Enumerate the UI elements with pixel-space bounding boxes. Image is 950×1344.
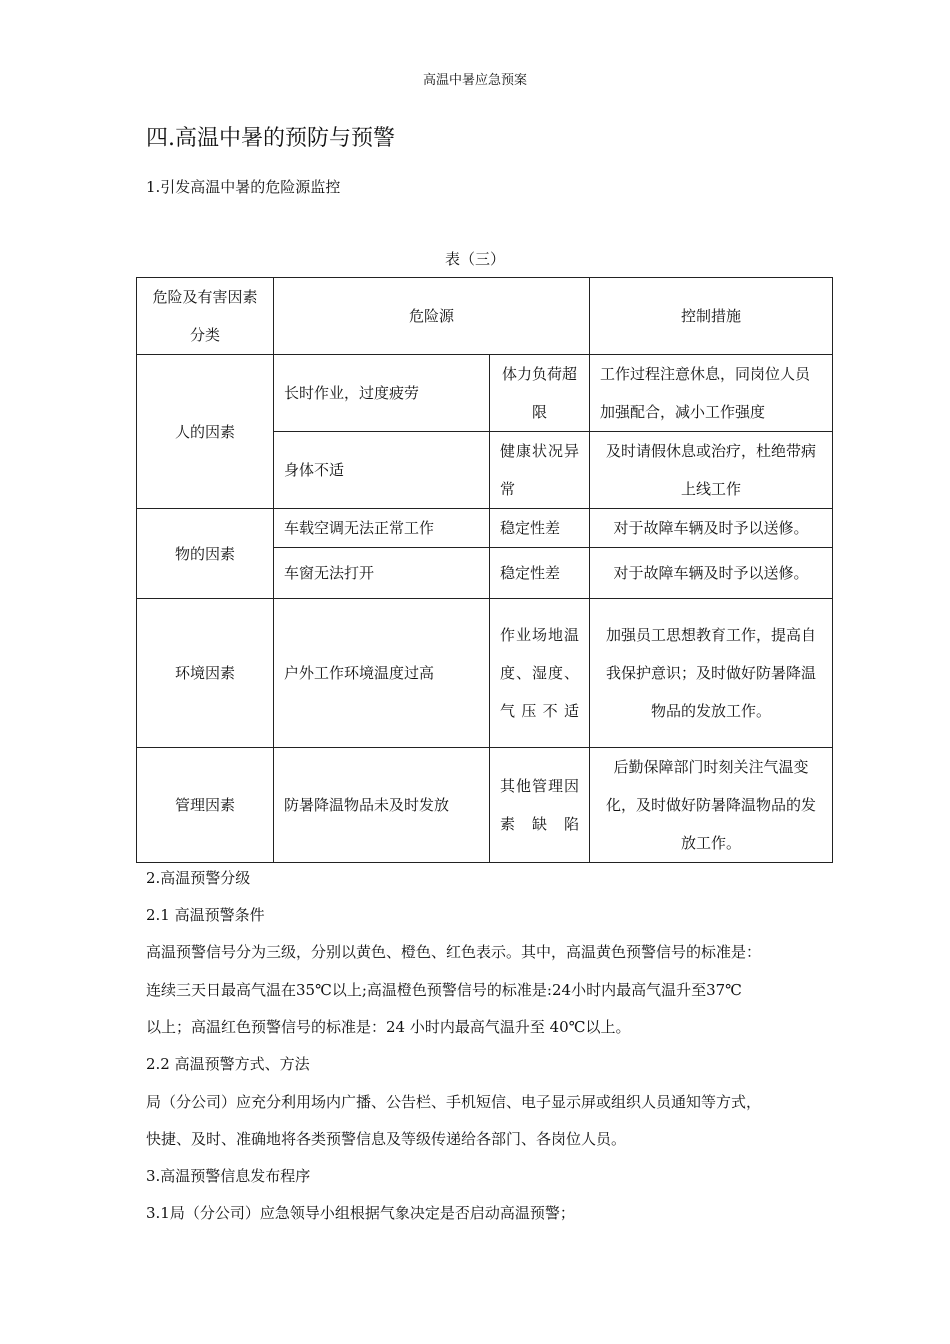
heading-release-procedure: 3.高温预警信息发布程序 [146,1167,311,1185]
control-measure-cell: 加强员工思想教育工作，提高自我保护意识；及时做好防暑降温物品的发放工作。 [590,599,833,748]
hazard-source-cell: 身体不适 [274,432,490,509]
category-cell: 物的因素 [137,509,274,599]
table-row [137,748,833,863]
header-control-measures: 控制措施 [590,278,833,355]
paragraph-line: 快捷、及时、准确地将各类预警信息及等级传递给各部门、各岗位人员。 [146,1130,627,1148]
category-cell: 环境因素 [137,599,274,748]
control-measure-cell: 工作过程注意休息，同岗位人员加强配合，减小工作强度 [590,355,833,432]
hazard-source-cell: 车窗无法打开 [274,548,490,599]
table-row [137,509,833,548]
hazard-source-cell: 长时作业，过度疲劳 [274,355,490,432]
header-hazard-source: 危险源 [274,278,590,355]
hazard-type-cell: 作业场地温度、湿度、气压不适 [490,599,590,748]
control-measure-cell: 对于故障车辆及时予以送修。 [590,548,833,599]
hazard-type-cell: 健康状况异常 [490,432,590,509]
hazard-type-cell: 稳定性差 [490,548,590,599]
control-measure-cell: 及时请假休息或治疗，杜绝带病上线工作 [590,432,833,509]
hazard-source-cell: 车载空调无法正常工作 [274,509,490,548]
table-header-row [137,278,833,355]
hazard-source-cell: 防暑降温物品未及时发放 [274,748,490,863]
hazard-table [136,277,833,863]
hazard-type-cell: 体力负荷超限 [490,355,590,432]
control-measure-cell: 后勤保障部门时刻关注气温变化，及时做好防暑降温物品的发放工作。 [590,748,833,863]
heading-warning-levels: 2.高温预警分级 [146,869,251,887]
heading-warning-conditions: 2.1 高温预警条件 [146,906,265,924]
header-category: 危险及有害因素分类 [137,278,274,355]
paragraph-line: 局（分公司）应充分利用场内广播、公告栏、手机短信、电子显示屏或组织人员通知等方式， [146,1093,762,1111]
section-heading: 四.高温中暑的预防与预警 [146,126,395,151]
paragraph-line: 高温预警信号分为三级，分别以黄色、橙色、红色表示。其中，高温黄色预警信号的标准是： [146,943,762,961]
hazard-source-cell: 户外工作环境温度过高 [274,599,490,748]
paragraph-line: 以上；高温红色预警信号的标准是：24 小时内最高气温升至 40℃以上。 [146,1018,631,1036]
paragraph-line: 连续三天日最高气温在35℃以上;高温橙色预警信号的标准是:24小时内最高气温升至37℃ [146,981,742,999]
category-cell: 管理因素 [137,748,274,863]
table-row [137,355,833,432]
category-cell: 人的因素 [137,355,274,509]
hazard-type-cell: 稳定性差 [490,509,590,548]
page-header-title: 高温中暑应急预案 [422,73,527,88]
hazard-type-cell: 其他管理因素缺陷 [490,748,590,863]
table-caption: 表（三） [444,250,505,268]
heading-warning-methods: 2.2 高温预警方式、方法 [146,1055,310,1073]
control-measure-cell: 对于故障车辆及时予以送修。 [590,509,833,548]
table-row [137,599,833,748]
subsection-heading-1: 1.引发高温中暑的危险源监控 [146,178,341,196]
paragraph-line: 3.1局（分公司）应急领导小组根据气象决定是否启动高温预警； [146,1204,575,1222]
